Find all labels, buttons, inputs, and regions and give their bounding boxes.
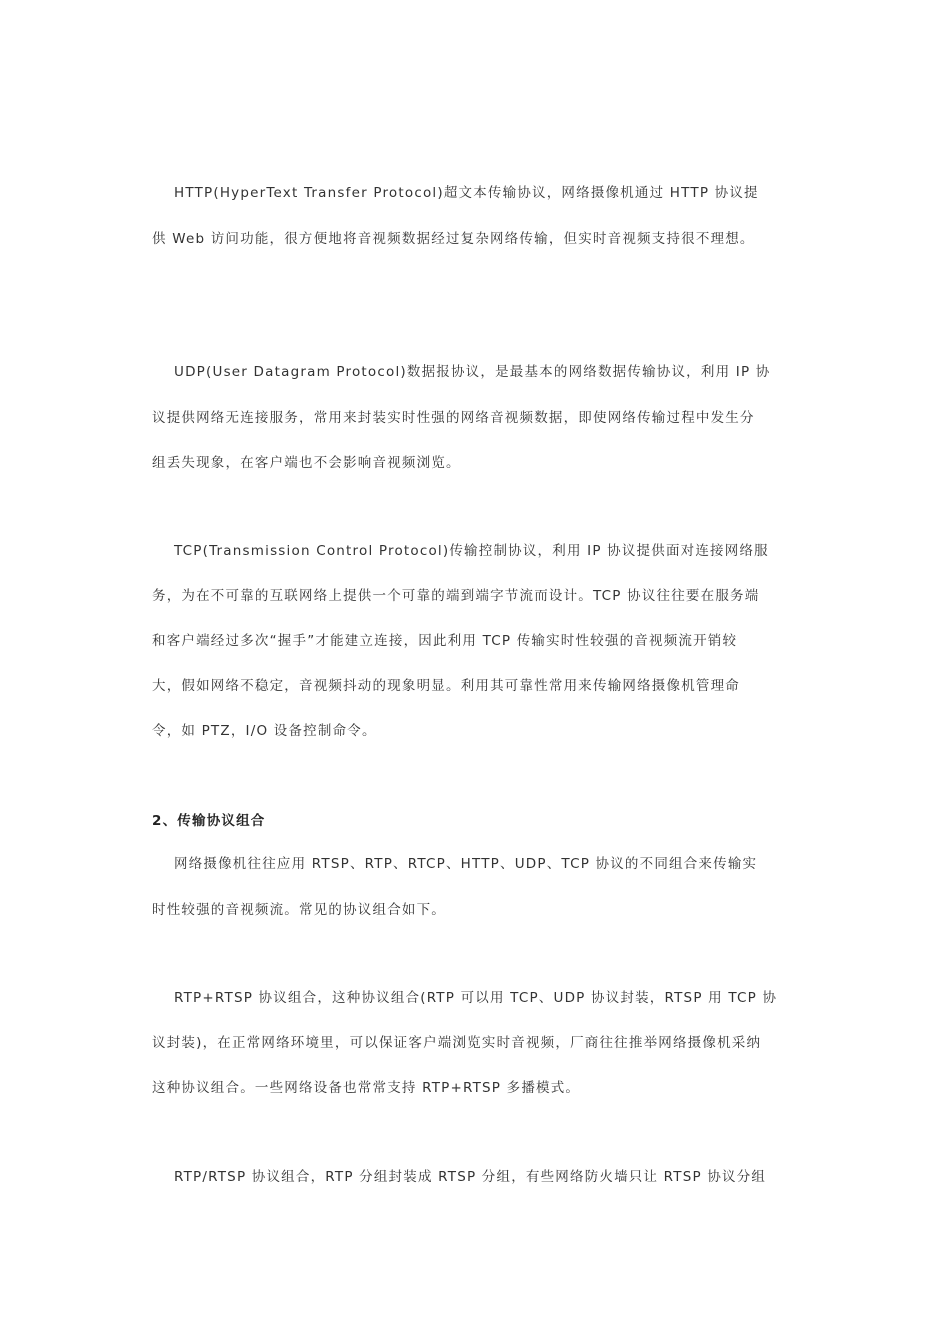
udp-paragraph-line: 议提供网络无连接服务，常用来封装实时性强的网络音视频数据，即使网络传输过程中发生分: [152, 410, 755, 426]
tcp-paragraph-line: 令，如 PTZ，I/O 设备控制命令。: [152, 723, 377, 739]
rtp-slash-rtsp-paragraph-line: RTP/RTSP 协议组合，RTP 分组封装成 RTSP 分组，有些网络防火墙只让 RTSP 协议分组: [174, 1169, 767, 1185]
udp-paragraph-line: 组丢失现象，在客户端也不会影响音视频浏览。: [152, 455, 461, 471]
section2-paragraph-line: 网络摄像机往往应用 RTSP、RTP、RTCP、HTTP、UDP、TCP 协议的不同组合来传输实: [174, 856, 758, 872]
udp-paragraph-line: UDP(User Datagram Protocol)数据报协议，是最基本的网络数据传输协议，利用 IP 协: [174, 364, 771, 380]
tcp-paragraph-line: 和客户端经过多次“握手”才能建立连接，因此利用 TCP 传输实时性较强的音视频流开销较: [152, 633, 738, 649]
rtp-rtsp-paragraph-line: 这种协议组合。一些网络设备也常常支持 RTP+RTSP 多播模式。: [152, 1080, 581, 1096]
tcp-paragraph-line: 大，假如网络不稳定，音视频抖动的现象明显。利用其可靠性常用来传输网络摄像机管理命: [152, 678, 740, 694]
section-heading: 2、传输协议组合: [152, 813, 266, 829]
http-paragraph-line: HTTP(HyperText Transfer Protocol)超文本传输协议，网络摄像机通过 HTTP 协议提: [174, 185, 759, 201]
rtp-rtsp-paragraph-line: RTP+RTSP 协议组合，这种协议组合(RTP 可以用 TCP、UDP 协议封装，RTSP 用 TCP 协: [174, 990, 778, 1006]
http-paragraph-line: 供 Web 访问功能，很方便地将音视频数据经过复杂网络传输，但实时音视频支持很不理想。: [152, 231, 755, 247]
section2-paragraph-line: 时性较强的音视频流。常见的协议组合如下。: [152, 902, 446, 918]
rtp-rtsp-paragraph-line: 议封装)，在正常网络环境里，可以保证客户端浏览实时音视频，厂商往往推举网络摄像机采纳: [152, 1035, 762, 1051]
tcp-paragraph-line: 务，为在不可靠的互联网络上提供一个可靠的端到端字节流而设计。TCP 协议往往要在服务端: [152, 588, 760, 604]
tcp-paragraph-line: TCP(Transmission Control Protocol)传输控制协议，利用 IP 协议提供面对连接网络服: [174, 543, 769, 559]
